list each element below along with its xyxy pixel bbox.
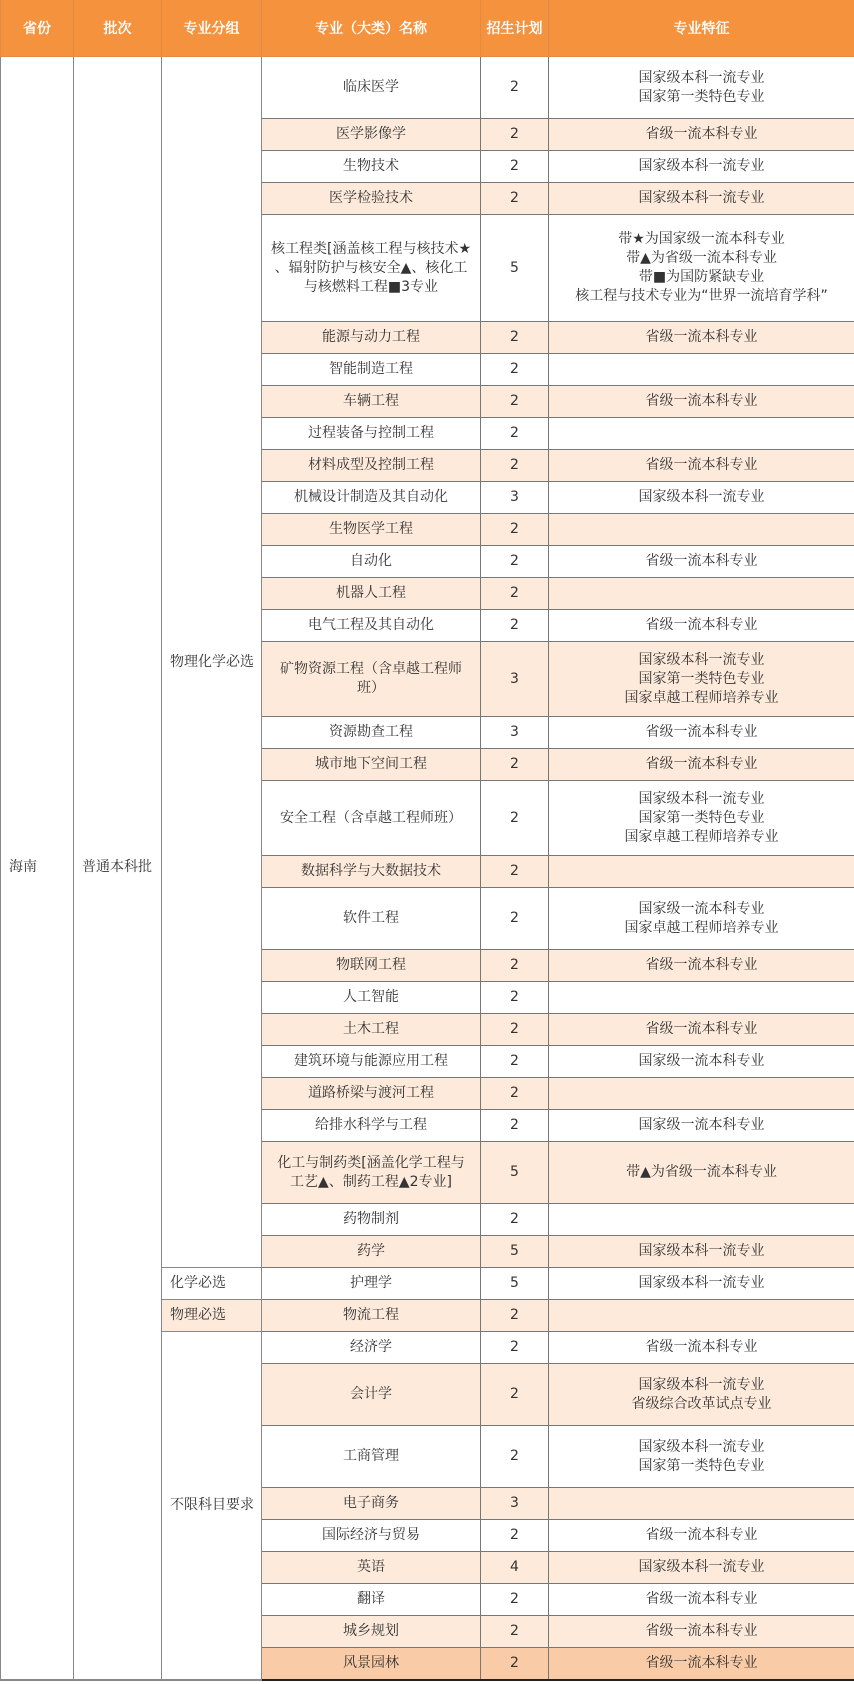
- table-row: [1, 57, 854, 119]
- header-major-name: 专业（大类）名称: [262, 0, 481, 57]
- plan-count-cell: 2: [481, 514, 549, 546]
- plan-count-cell: 2: [481, 119, 549, 151]
- plan-count-cell: 2: [481, 418, 549, 450]
- plan-count-cell: 2: [481, 578, 549, 610]
- major-name-cell: 药学: [262, 1236, 481, 1268]
- plan-count-cell: 4: [481, 1552, 549, 1584]
- plan-count-cell: 2: [481, 1046, 549, 1078]
- feature-line: 省级综合改革试点专业: [631, 1395, 772, 1412]
- features-cell: [549, 1046, 854, 1078]
- feature-line: 国家级本科一流专业: [638, 1376, 765, 1393]
- features-cell: [549, 1204, 854, 1236]
- major-name-cell: 医学检验技术: [262, 183, 481, 215]
- features-cell: [549, 546, 854, 578]
- header-features: 专业特征: [549, 0, 854, 57]
- features-cell: [549, 1584, 854, 1616]
- feature-line: 省级一流本科专业: [645, 957, 758, 973]
- header-batch: 批次: [74, 0, 162, 57]
- feature-line: 省级一流本科专业: [645, 1021, 758, 1037]
- features-cell: [549, 151, 854, 183]
- plan-count-cell: 2: [481, 450, 549, 482]
- features-cell: [549, 1332, 854, 1364]
- features-cell: [549, 1110, 854, 1142]
- header-plan: 招生计划: [481, 0, 549, 57]
- feature-line: 省级一流本科专业: [645, 1654, 758, 1671]
- major-name-cell: 核工程类[涵盖核工程与核技术★ 、辐射防护与核安全▲、核化工 与核燃料工程■3专业: [262, 215, 481, 322]
- major-name-cell: 物联网工程: [262, 950, 481, 982]
- features-cell: [549, 183, 854, 215]
- major-name-cell: 生物技术: [262, 151, 481, 183]
- major-name-cell: 物流工程: [262, 1300, 481, 1332]
- feature-line: 省级一流本科专业: [645, 553, 758, 569]
- features-cell: [549, 950, 854, 982]
- major-name-cell: 车辆工程: [262, 386, 481, 418]
- major-name-cell: 城乡规划: [262, 1616, 481, 1648]
- plan-count-cell: 3: [481, 717, 549, 749]
- features-cell: [549, 1426, 854, 1488]
- feature-line: 国家级本科一流专业: [638, 790, 765, 807]
- major-name-cell: 矿物资源工程（含卓越工程师 班）: [262, 642, 481, 717]
- major-name-cell: 安全工程（含卓越工程师班）: [262, 781, 481, 856]
- features-cell: [549, 610, 854, 642]
- plan-count-cell: 2: [481, 1616, 549, 1648]
- major-name-cell: 土木工程: [262, 1014, 481, 1046]
- plan-count-cell: 2: [481, 57, 549, 119]
- major-name-cell: 药物制剂: [262, 1204, 481, 1236]
- feature-line: 国家级本科一流专业: [638, 1559, 765, 1575]
- features-cell: [549, 514, 854, 546]
- major-name-cell: 临床医学: [262, 57, 481, 119]
- features-cell: [549, 1552, 854, 1584]
- features-cell: [549, 215, 854, 322]
- feature-line: 国家级一流本科专业: [638, 1117, 765, 1133]
- group-cell: 不限科目要求: [162, 1332, 262, 1680]
- plan-count-cell: 2: [481, 1110, 549, 1142]
- plan-count-cell: 2: [481, 386, 549, 418]
- plan-count-cell: 2: [481, 1300, 549, 1332]
- table-header-row: [1, 0, 854, 57]
- plan-count-cell: 2: [481, 1078, 549, 1110]
- plan-count-cell: 2: [481, 888, 549, 950]
- major-name-cell: 数据科学与大数据技术: [262, 856, 481, 888]
- major-name-cell: 建筑环境与能源应用工程: [262, 1046, 481, 1078]
- major-name-cell: 机器人工程: [262, 578, 481, 610]
- feature-line: 核工程与技术专业为“世界一流培育学科”: [575, 288, 828, 304]
- plan-count-cell: 2: [481, 856, 549, 888]
- plan-count-cell: 5: [481, 215, 549, 322]
- feature-line: 国家卓越工程师培养专业: [624, 919, 779, 936]
- province-cell: 海南: [1, 57, 74, 1680]
- plan-count-cell: 2: [481, 950, 549, 982]
- feature-line: 国家级一流本科专业: [638, 1053, 765, 1069]
- feature-line: 国家级本科一流专业: [638, 1275, 765, 1291]
- features-cell: [549, 1616, 854, 1648]
- major-name-cell: 能源与动力工程: [262, 322, 481, 354]
- major-name-cell: 资源勘查工程: [262, 717, 481, 749]
- feature-line: 省级一流本科专业: [645, 724, 758, 740]
- plan-count-cell: 5: [481, 1236, 549, 1268]
- major-name-cell: 电子商务: [262, 1488, 481, 1520]
- feature-line: 国家第一类特色专业: [638, 670, 765, 687]
- major-name-cell: 风景园林: [262, 1648, 481, 1680]
- major-name-cell: 生物医学工程: [262, 514, 481, 546]
- plan-count-cell: 2: [481, 1364, 549, 1426]
- major-name-cell: 护理学: [262, 1268, 481, 1300]
- plan-count-cell: 2: [481, 781, 549, 856]
- plan-count-cell: 3: [481, 482, 549, 514]
- major-name-cell: 给排水科学与工程: [262, 1110, 481, 1142]
- feature-line: 带▲为省级一流本科专业: [626, 1164, 777, 1180]
- plan-count-cell: 2: [481, 610, 549, 642]
- features-cell: [549, 717, 854, 749]
- major-name-cell: 电气工程及其自动化: [262, 610, 481, 642]
- features-cell: [549, 888, 854, 950]
- major-name-cell: 机械设计制造及其自动化: [262, 482, 481, 514]
- feature-line: 国家级本科一流专业: [638, 651, 765, 668]
- features-cell: [549, 642, 854, 717]
- features-cell: [549, 418, 854, 450]
- major-name-cell: 医学影像学: [262, 119, 481, 151]
- features-cell: [549, 856, 854, 888]
- features-cell: [549, 1142, 854, 1204]
- feature-line: 国家第一类特色专业: [638, 1457, 765, 1474]
- feature-line: 省级一流本科专业: [645, 1591, 758, 1607]
- features-cell: [549, 1236, 854, 1268]
- feature-line: 国家级本科一流专业: [638, 1243, 765, 1259]
- plan-count-cell: 2: [481, 982, 549, 1014]
- plan-count-cell: 5: [481, 1268, 549, 1300]
- plan-count-cell: 2: [481, 546, 549, 578]
- batch-cell: 普通本科批: [74, 57, 162, 1680]
- major-name-cell: 会计学: [262, 1364, 481, 1426]
- feature-line: 省级一流本科专业: [645, 756, 758, 772]
- features-cell: [549, 354, 854, 386]
- features-cell: [549, 982, 854, 1014]
- feature-line: 国家级本科一流专业: [638, 1438, 765, 1455]
- major-name-cell: 材料成型及控制工程: [262, 450, 481, 482]
- plan-count-cell: 2: [481, 1584, 549, 1616]
- features-cell: [549, 1488, 854, 1520]
- features-cell: [549, 1300, 854, 1332]
- feature-line: 省级一流本科专业: [645, 126, 758, 142]
- features-cell: [549, 119, 854, 151]
- feature-line: 省级一流本科专业: [645, 1623, 758, 1639]
- major-name-cell: 软件工程: [262, 888, 481, 950]
- plan-count-cell: 2: [481, 1520, 549, 1552]
- feature-line: 国家级本科一流专业: [638, 158, 765, 174]
- group-cell: 物理必选: [162, 1300, 262, 1332]
- plan-count-cell: 2: [481, 354, 549, 386]
- major-name-cell: 经济学: [262, 1332, 481, 1364]
- major-name-cell: 智能制造工程: [262, 354, 481, 386]
- major-name-cell: 翻译: [262, 1584, 481, 1616]
- major-name-cell: 英语: [262, 1552, 481, 1584]
- group-cell: 物理化学必选: [162, 57, 262, 1268]
- feature-line: 省级一流本科专业: [645, 329, 758, 345]
- features-cell: [549, 749, 854, 781]
- major-name-cell: 自动化: [262, 546, 481, 578]
- features-cell: [549, 1268, 854, 1300]
- major-name-cell: 道路桥梁与渡河工程: [262, 1078, 481, 1110]
- major-name-cell: 城市地下空间工程: [262, 749, 481, 781]
- plan-count-cell: 2: [481, 1204, 549, 1236]
- header-province: 省份: [1, 0, 74, 57]
- feature-line: 国家级本科一流专业: [638, 489, 765, 505]
- feature-line: 省级一流本科专业: [645, 617, 758, 633]
- feature-line: 省级一流本科专业: [645, 393, 758, 409]
- group-cell: 化学必选: [162, 1268, 262, 1300]
- feature-line: 带▲为省级一流本科专业: [626, 250, 777, 266]
- features-cell: [549, 1078, 854, 1110]
- feature-line: 国家卓越工程师培养专业: [624, 828, 779, 845]
- feature-line: 国家级本科一流专业: [638, 69, 765, 86]
- plan-count-cell: 2: [481, 1332, 549, 1364]
- major-name-cell: 工商管理: [262, 1426, 481, 1488]
- features-cell: [549, 386, 854, 418]
- feature-line: 国家级一流本科专业: [638, 900, 765, 917]
- features-cell: [549, 578, 854, 610]
- plan-count-cell: 3: [481, 642, 549, 717]
- feature-line: 省级一流本科专业: [645, 457, 758, 473]
- plan-count-cell: 2: [481, 322, 549, 354]
- plan-count-cell: 2: [481, 151, 549, 183]
- features-cell: [549, 450, 854, 482]
- plan-count-cell: 3: [481, 1488, 549, 1520]
- major-name-cell: 国际经济与贸易: [262, 1520, 481, 1552]
- major-name-cell: 人工智能: [262, 982, 481, 1014]
- feature-line: 带★为国家级一流本科专业: [618, 231, 785, 247]
- plan-count-cell: 5: [481, 1142, 549, 1204]
- plan-count-cell: 2: [481, 1648, 549, 1680]
- plan-count-cell: 2: [481, 1426, 549, 1488]
- feature-line: 国家级本科一流专业: [638, 190, 765, 206]
- features-cell: [549, 482, 854, 514]
- feature-line: 省级一流本科专业: [645, 1527, 758, 1543]
- features-cell: [549, 1648, 854, 1680]
- plan-count-cell: 2: [481, 1014, 549, 1046]
- feature-line: 带■为国防紧缺专业: [638, 269, 765, 285]
- plan-count-cell: 2: [481, 749, 549, 781]
- plan-count-cell: 2: [481, 183, 549, 215]
- major-name-cell: 过程装备与控制工程: [262, 418, 481, 450]
- features-cell: [549, 781, 854, 856]
- major-name-cell: 化工与制药类[涵盖化学工程与 工艺▲、制药工程▲2专业]: [262, 1142, 481, 1204]
- header-group: 专业分组: [162, 0, 262, 57]
- features-cell: [549, 1014, 854, 1046]
- features-cell: [549, 57, 854, 119]
- feature-line: 国家卓越工程师培养专业: [624, 689, 779, 706]
- features-cell: [549, 1364, 854, 1426]
- feature-line: 省级一流本科专业: [645, 1339, 758, 1355]
- feature-line: 国家第一类特色专业: [638, 809, 765, 826]
- feature-line: 国家第一类特色专业: [638, 88, 765, 105]
- features-cell: [549, 322, 854, 354]
- features-cell: [549, 1520, 854, 1552]
